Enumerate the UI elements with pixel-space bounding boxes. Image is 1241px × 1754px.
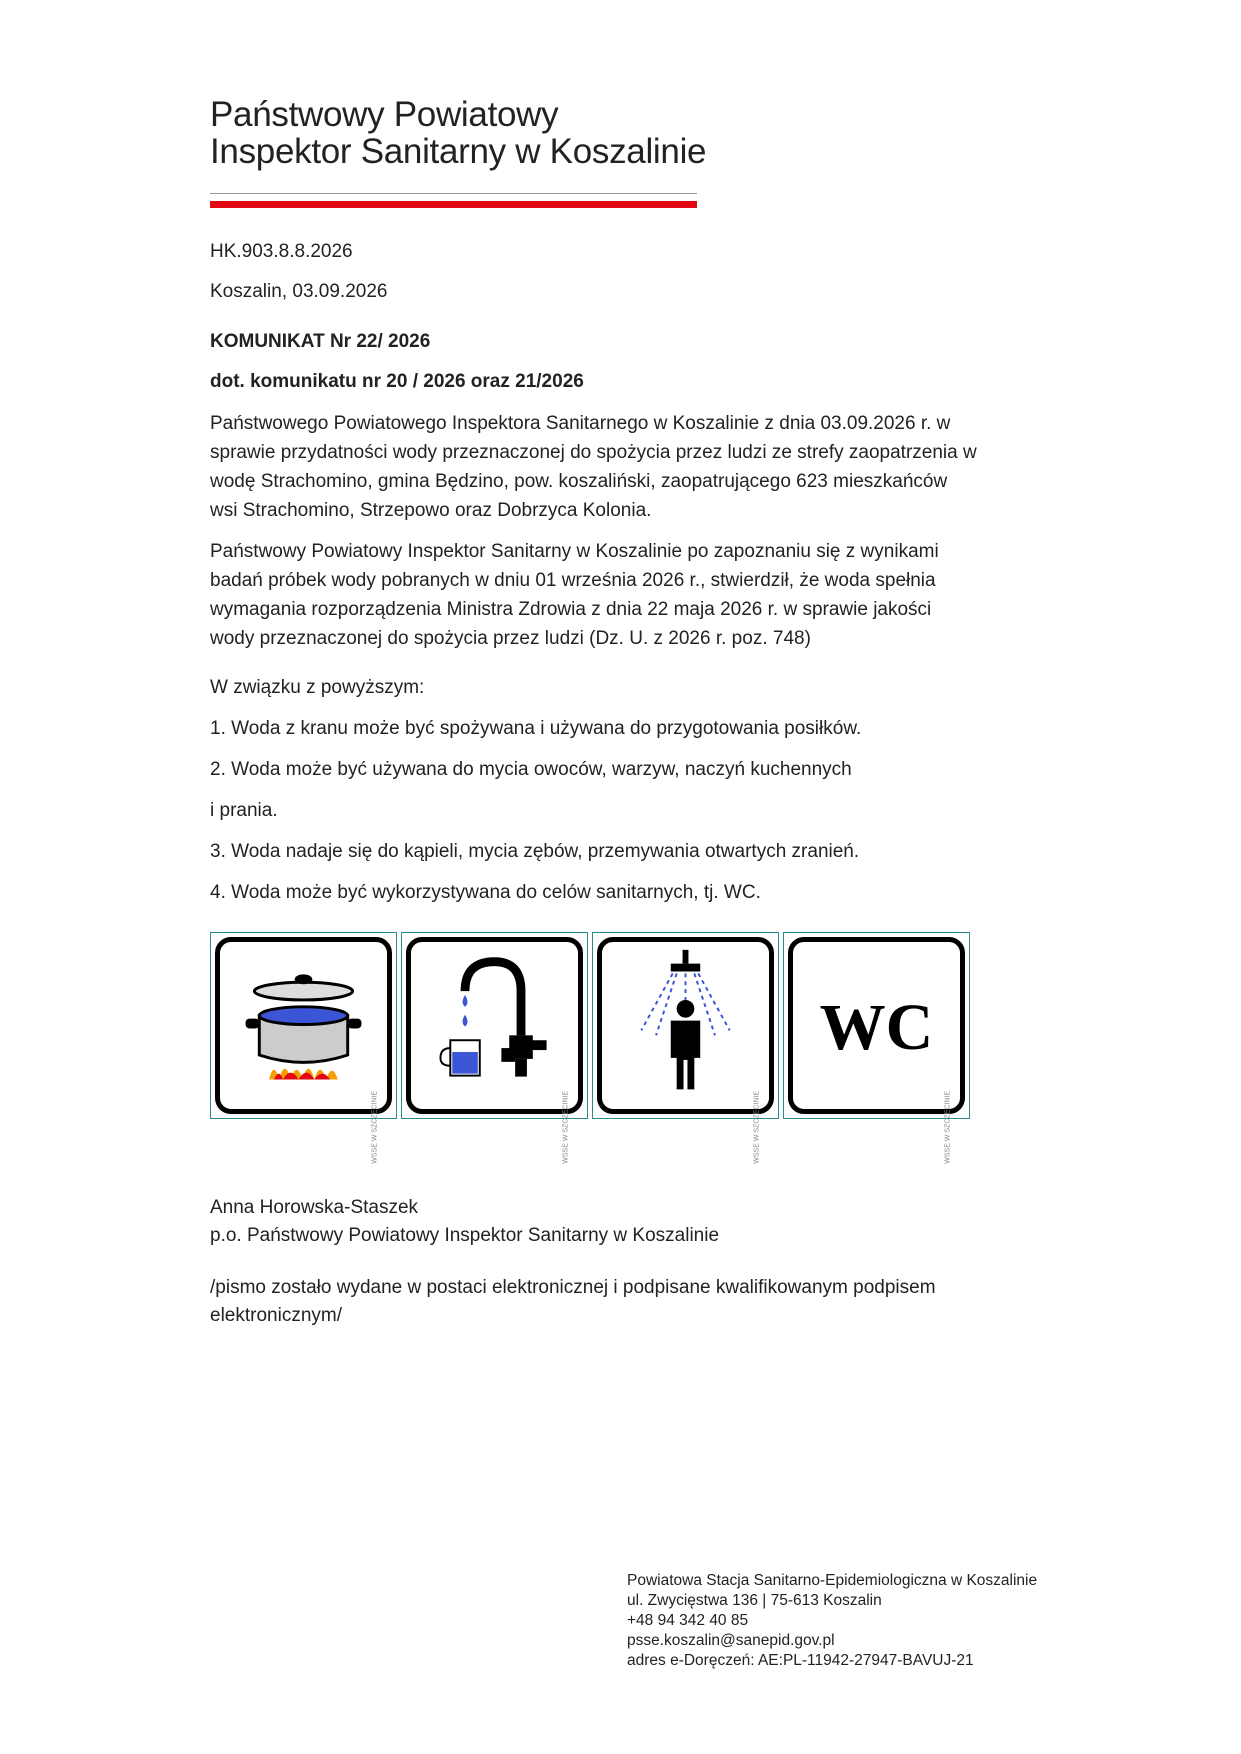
pictogram-cooking — [210, 932, 397, 1164]
paragraph-1-line: sprawie przydatności wody przeznaczonej do spożycia przez ludzi ze strefy zaopatrzenia w — [210, 442, 977, 463]
pictogram-shower — [592, 932, 779, 1164]
footer-edelivery: adres e-Doręczeń: AE:PL-11942-27947-BAVUJ-21 — [627, 1652, 974, 1669]
signatory-role: p.o. Państwowy Powiatowy Inspektor Sanitarny w Koszalinie — [210, 1225, 720, 1246]
pictogram-watermark: WSSE W SZCZECINIE — [754, 1091, 761, 1164]
footer-contact — [627, 1571, 1037, 1671]
paragraph-2-line: wymagania rozporządzenia Ministra Zdrowia z dnia 22 maja 2026 r. w sprawie jakości — [210, 599, 932, 620]
intro-line: W związku z powyższym: — [210, 677, 425, 698]
shower-icon — [602, 942, 769, 1109]
pictogram-tap — [401, 932, 588, 1164]
e-signature-note-line: /pismo zostało wydane w postaci elektronicznej i podpisane kwalifikowanym podpisem — [210, 1277, 936, 1298]
footer-phone: +48 94 342 40 85 — [627, 1612, 749, 1629]
paragraph-1 — [210, 409, 1070, 525]
document-title: KOMUNIKAT Nr 22/ 2026 — [210, 331, 431, 352]
paragraph-2 — [210, 537, 1070, 653]
footer-address: ul. Zwycięstwa 136 | 75-613 Koszalin — [627, 1592, 882, 1609]
pictogram-watermark: WSSE W SZCZECINIE — [945, 1091, 952, 1164]
list-item-2-continuation: i prania. — [210, 800, 278, 821]
institution-title-line1: Państwowy Powiatowy — [210, 95, 559, 134]
list-item-2: 2. Woda może być używana do mycia owoców, warzyw, naczyń kuchennych — [210, 759, 852, 780]
header-divider — [210, 193, 697, 194]
place-date: Koszalin, 03.09.2026 — [210, 281, 388, 302]
wc-icon: WC — [819, 991, 934, 1064]
reference-number: HK.903.8.8.2026 — [210, 241, 353, 262]
list-item-3: 3. Woda nadaje się do kąpieli, mycia zębów, przemywania otwartych zranień. — [210, 841, 860, 862]
footer-email: psse.koszalin@sanepid.gov.pl — [627, 1632, 835, 1649]
paragraph-1-line: wsi Strachomino, Strzepowo oraz Dobrzyca Kolonia. — [210, 500, 652, 521]
paragraph-1-line: Państwowego Powiatowego Inspektora Sanitarnego w Koszalinie z dnia 03.09.2026 r. w — [210, 413, 951, 434]
paragraph-2-line: Państwowy Powiatowy Inspektor Sanitarny w Koszalinie po zapoznaniu się z wynikami — [210, 541, 939, 562]
paragraph-1-line: wodę Strachomino, gmina Będzino, pow. koszaliński, zaopatrującego 623 mieszkańców — [210, 471, 948, 492]
e-signature-note — [210, 1274, 1070, 1330]
pictogram-row — [210, 932, 985, 1164]
header-red-bar — [210, 201, 697, 208]
cooking-pot-icon — [220, 942, 387, 1109]
document-subtitle: dot. komunikatu nr 20 / 2026 oraz 21/2026 — [210, 371, 584, 392]
list-item-1: 1. Woda z kranu może być spożywana i używana do przygotowania posiłków. — [210, 718, 862, 739]
pictogram-watermark: WSSE W SZCZECINIE — [563, 1091, 570, 1164]
signatory-name: Anna Horowska-Staszek — [210, 1197, 419, 1218]
paragraph-2-line: wody przeznaczonej do spożycia przez ludzi (Dz. U. z 2026 r. poz. 748) — [210, 628, 811, 649]
institution-title-line2: Inspektor Sanitarny w Koszalinie — [210, 132, 707, 171]
paragraph-2-line: badań próbek wody pobranych w dniu 01 września 2026 r., stwierdził, że woda spełnia — [210, 570, 936, 591]
list-item-4: 4. Woda może być wykorzystywana do celów sanitarnych, tj. WC. — [210, 882, 761, 903]
footer-institution: Powiatowa Stacja Sanitarno-Epidemiologiczna w Koszalinie — [627, 1572, 1038, 1589]
institution-title — [210, 96, 706, 170]
water-tap-icon — [411, 942, 578, 1109]
pictogram-watermark: WSSE W SZCZECINIE — [372, 1091, 379, 1164]
pictogram-wc — [783, 932, 970, 1164]
e-signature-note-line: elektronicznym/ — [210, 1305, 342, 1326]
